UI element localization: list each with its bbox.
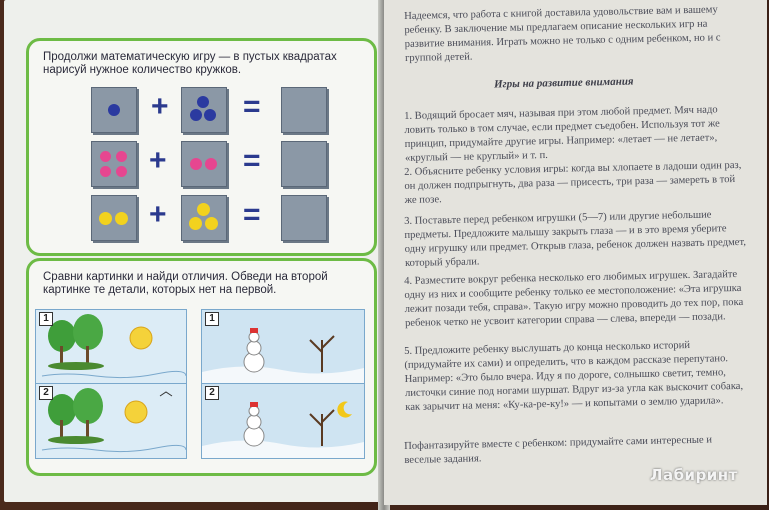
left-page — [4, 0, 382, 502]
equals-sign: = — [243, 90, 261, 123]
empty-answer-square[interactable] — [281, 87, 327, 133]
yellow-dot — [189, 217, 202, 230]
right-page — [384, 0, 767, 505]
empty-answer-square[interactable] — [281, 195, 327, 241]
empty-answer-square[interactable] — [281, 141, 327, 187]
yellow-dot — [205, 217, 218, 230]
blue-dot — [197, 96, 209, 108]
snowman-illustration — [202, 310, 364, 458]
game-item-2: 2. Объясните ребенку условия игры: когда вы хлопаете в ладоши один раз, он должен подпрыгнуть, два раза — присесть, три раза — замереть в той же позе. — [404, 159, 742, 206]
picture-pair-snowman — [201, 309, 365, 459]
square-1-dots — [91, 87, 137, 133]
pink-dot — [116, 151, 127, 162]
trees-sun-illustration — [36, 310, 186, 458]
plus-sign: + — [151, 90, 169, 123]
yellow-dot — [197, 203, 210, 216]
picture-pair-trees — [35, 309, 187, 459]
blue-dot — [108, 104, 120, 116]
equals-sign: = — [243, 144, 261, 177]
picture-number: 1 — [205, 312, 219, 326]
equals-sign: = — [243, 198, 261, 231]
picture-number: 1 — [39, 312, 53, 326]
square-2-dots — [181, 141, 227, 187]
pink-dot — [205, 158, 217, 170]
pink-dot — [116, 166, 127, 177]
square-2-dots — [91, 195, 137, 241]
game-item-1: 1. Водящий бросает мяч, называя при этом любой предмет. Мяч надо ловить только в том случае, если предмет съедобен. Используя тот же принцип, придумайте другие игры. Например: «летает — не летает», «круглый — не круглый» и т. п. — [404, 104, 720, 164]
blue-dot — [190, 109, 202, 121]
outro-paragraph: Пофантазируйте вместе с ребенком: придумайте сами интересные и веселые задания. — [404, 434, 713, 466]
watermark-logo: Лабиринт — [650, 466, 738, 484]
differences-instruction: Сравни картинки и найди отличия. Обведи на второй картинке те детали, которых нет на первой. — [43, 271, 328, 296]
plus-sign: + — [149, 198, 167, 231]
game-item-3: 3. Поставьте перед ребенком игрушки (5—7) или другие небольшие предметы. Предложите малышу закрыть глаза — и в это время уберите одну игрушку или предмет. Открыв глаза, ребенок должен назвать предмет, который убрали. — [404, 209, 747, 269]
math-game-panel — [26, 38, 377, 256]
pink-dot — [100, 151, 111, 162]
square-3-dots — [181, 87, 227, 133]
math-row-1 — [91, 85, 361, 133]
plus-sign: + — [149, 144, 167, 177]
math-row-2 — [91, 139, 361, 187]
square-4-dots — [91, 141, 137, 187]
find-differences-panel — [26, 258, 377, 476]
game-item-4: 4. Разместите вокруг ребенка несколько его любимых игрушек. Загадайте одну из них и сообщите ребенку только ее местоположение: «Эта игрушка лежит позади тебя, справа». Такую игру можно проводить до тех пор, пока ребенок четко не усвоит категории справа — слева, впереди — позади. — [404, 269, 744, 329]
picture-number: 2 — [39, 386, 53, 400]
blue-dot — [204, 109, 216, 121]
yellow-dot — [115, 212, 128, 225]
pink-dot — [100, 166, 111, 177]
picture-number: 2 — [205, 386, 219, 400]
pink-dot — [190, 158, 202, 170]
intro-paragraph: Надеемся, что работа с книгой доставила удовольствие вам и вашему ребенку. В заключение мы предлагаем описание нескольких игр на развитие внимания. Играть можно не только с одним ребенком, но и с группой детей. — [404, 4, 721, 64]
square-3-dots — [181, 195, 227, 241]
section-heading: Игры на развитие внимания — [493, 75, 634, 91]
game-item-5: 5. Предложите ребенку выслушать до конца несколько историй (придумайте их сами) и определить, что в каждом рассказе перепутано. Например: «Это было вчера. Иду я по дороге, солнышко светит, темно, листочки синие под ногами шуршат. Вдруг из-за угла как выскочит собака, как зарычит на меня: «Ку-ка-ре-ку!» — и копытами о землю ударила». — [404, 340, 744, 413]
math-row-3 — [91, 193, 361, 241]
yellow-dot — [99, 212, 112, 225]
math-instruction: Продолжи математическую игру — в пустых квадратах нарисуй нужное количество кружков. — [43, 51, 337, 76]
